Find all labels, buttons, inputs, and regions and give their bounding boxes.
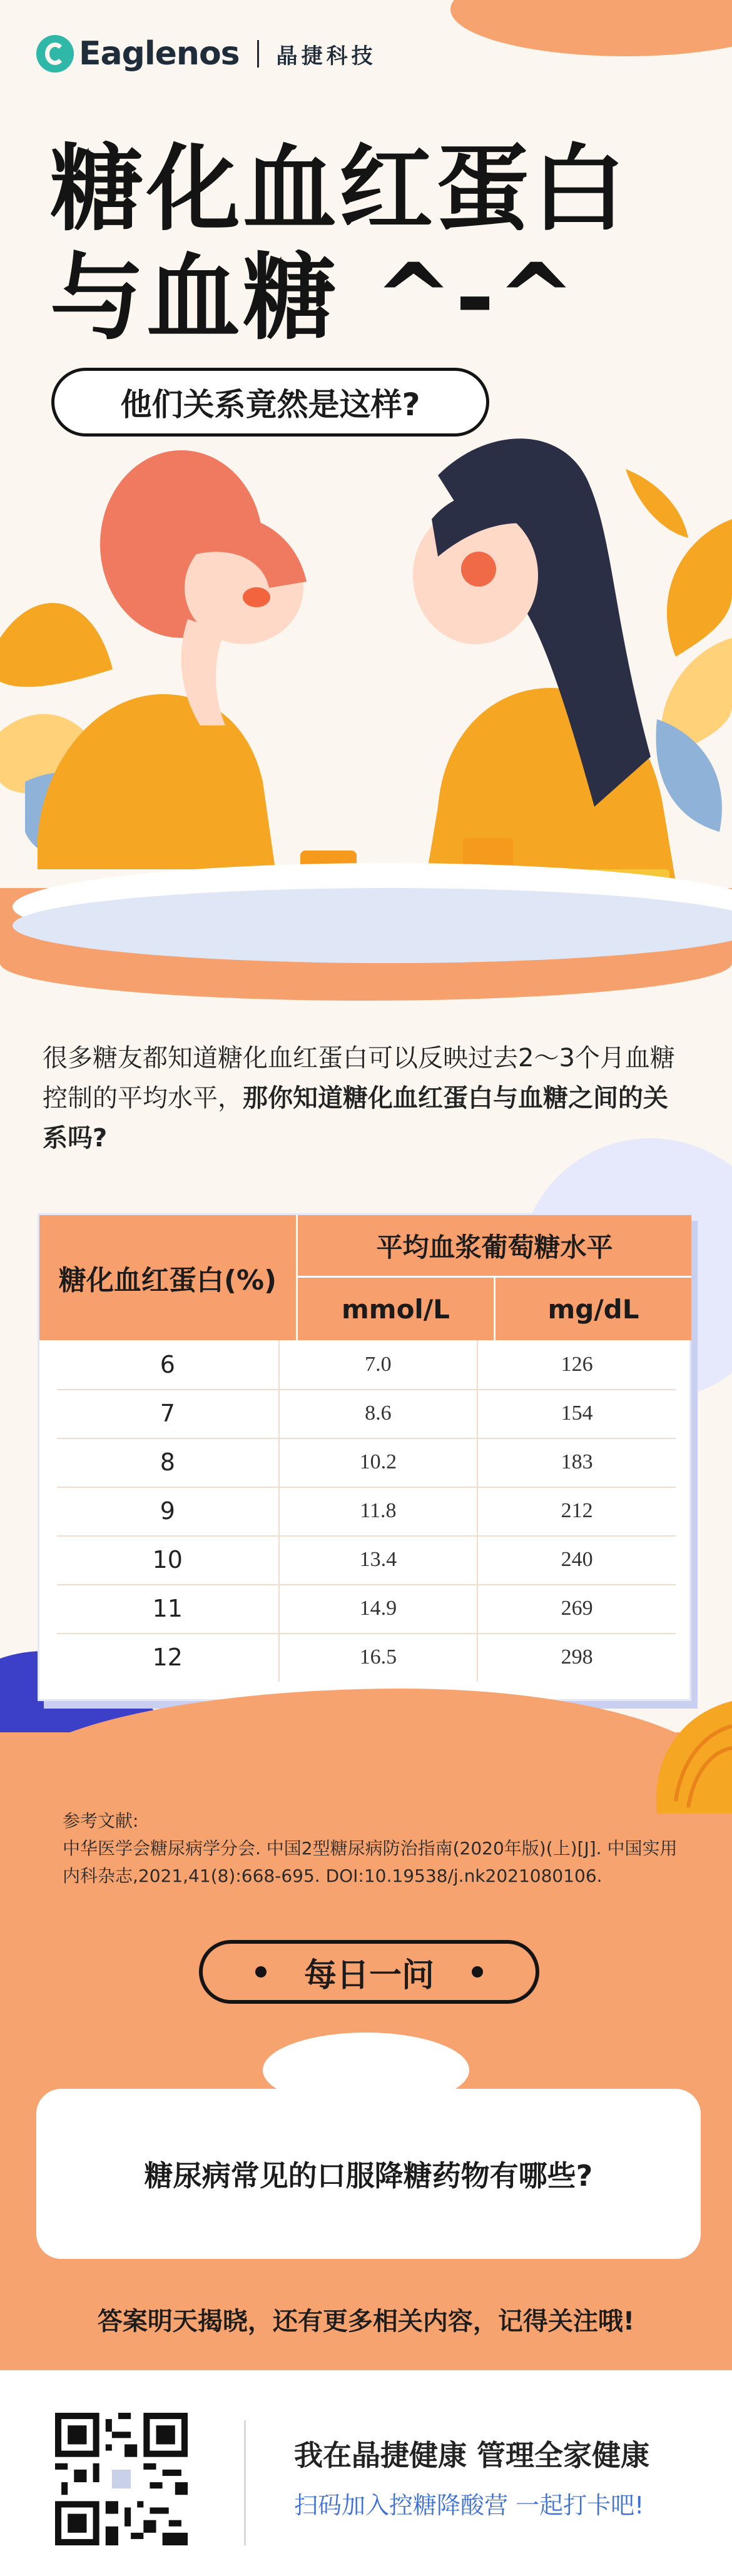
cell-mmol: 10.2 [278,1438,477,1487]
cell-mgdl: 298 [477,1633,676,1682]
table-row [57,1584,676,1634]
cell-hba1c: 6 [160,1351,175,1378]
brand-logo [36,28,377,80]
table-header-mmol: mmol/L [296,1278,494,1340]
table-row [57,1438,676,1488]
question-card [36,2089,701,2259]
intro-text: 很多糖友都知道糖化血红蛋白可以反映过去2～3个月血糖控制的平均水平， [43,1044,675,1113]
cell-mgdl: 240 [477,1535,676,1584]
leaf-deco-icon [632,1689,732,1814]
cell-hba1c: 11 [152,1595,183,1622]
answer-note: 答案明天揭晓，还有更多相关内容，记得关注哦! [97,2307,635,2336]
logo-text: Eaglenos [79,35,240,73]
question-text: 糖尿病常见的口服降糖药物有哪些? [144,2159,593,2193]
qr-code-icon[interactable] [55,2413,188,2545]
cell-mgdl: 154 [477,1389,676,1438]
cell-hba1c: 8 [160,1448,175,1476]
dot-icon [472,1966,483,1977]
footer-divider [244,2420,246,2545]
cell-mgdl: 269 [477,1584,676,1633]
references [63,1807,688,1890]
cell-mmol: 14.9 [278,1584,477,1633]
cell-mmol: 8.6 [278,1389,477,1438]
dot-icon [255,1966,267,1977]
footer-sub-text: 扫码加入控糖降酸营 一起打卡吧! [294,2492,644,2519]
cell-mmol: 11.8 [278,1487,477,1535]
table-row [57,1535,676,1585]
cell-hba1c: 12 [152,1644,183,1671]
table-row [57,1389,676,1439]
logo-cn-text: 晶捷科技 [276,43,377,69]
cell-mgdl: 212 [477,1487,676,1535]
eaglenos-logo-icon [36,35,74,73]
subtitle-pill [51,368,489,437]
top-decor-blob [450,0,732,56]
cell-mgdl: 126 [477,1340,676,1389]
table-row [57,1633,676,1682]
table-header-hba1c: 糖化血红蛋白(%) [39,1215,296,1340]
references-text: 中华医学会糖尿病学分会. 中国2型糖尿病防治指南(2020年版)(上)[J]. 中国实用内科杂志,2021,41(8):668-695. DOI:10.19538/j.nk2021080106. [63,1838,678,1886]
cell-hba1c: 9 [160,1497,175,1525]
hba1c-glucose-table [38,1213,691,1701]
footer-main-text: 我在晶捷健康 管理全家健康 [294,2438,650,2472]
table-row [57,1340,676,1390]
two-women-chatting-illustration [0,432,732,1007]
page-title-line2: 与血糖 ^-^ [50,244,578,353]
logo-divider [257,40,259,68]
intro-text-bold: 那你知道糖化血红蛋白与血糖之间的关系吗? [43,1084,668,1153]
table-row [57,1487,676,1537]
cell-mmol: 16.5 [278,1633,477,1682]
cell-hba1c: 10 [152,1546,183,1573]
cell-hba1c: 7 [160,1400,175,1427]
cell-mmol: 7.0 [278,1340,477,1389]
table-header-glucose: 平均血浆葡萄糖水平 [296,1215,691,1278]
table-header-mgdl: mg/dL [494,1278,691,1340]
subtitle-text: 他们关系竟然是这样? [120,386,420,423]
daily-question-pill [199,1940,539,2004]
daily-question-label: 每日一问 [303,1956,434,1994]
cell-mmol: 13.4 [278,1535,477,1584]
cell-mgdl: 183 [477,1438,676,1487]
references-label: 参考文献: [63,1811,139,1831]
intro-paragraph [43,1038,687,1158]
page-title-line1: 糖化血红蛋白 [50,135,629,244]
